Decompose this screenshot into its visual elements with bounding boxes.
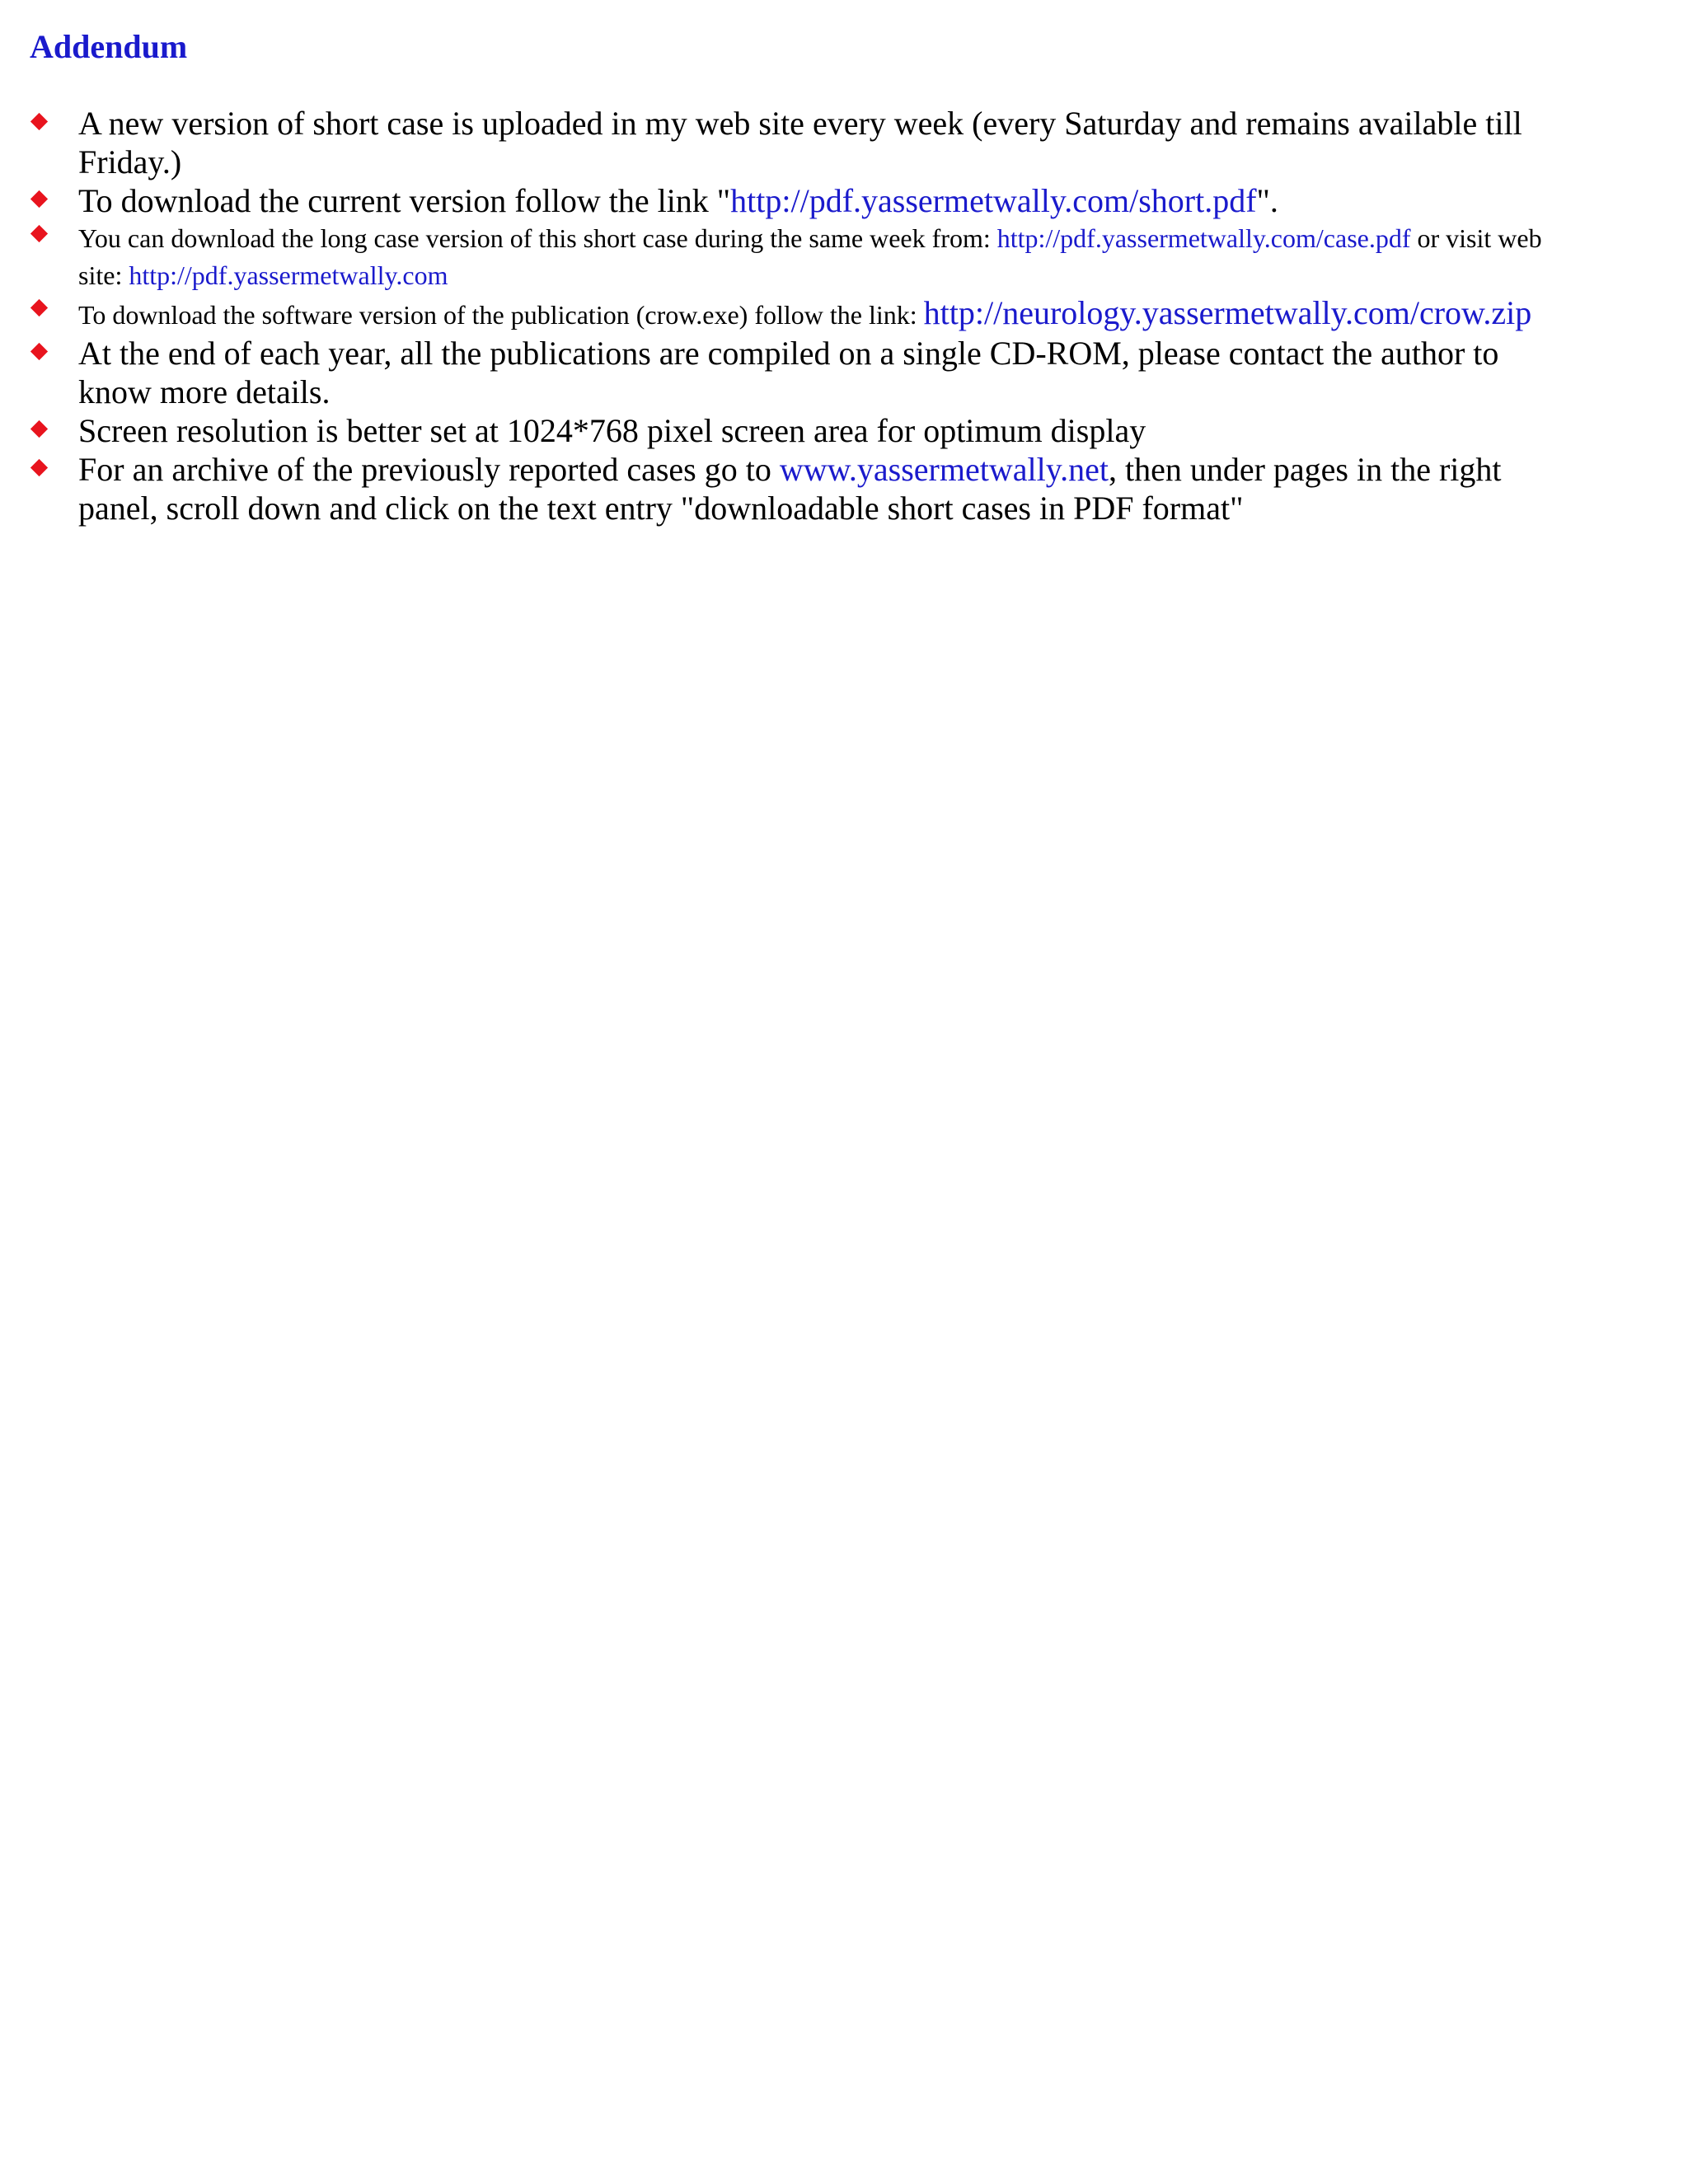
archive-site-link[interactable]: www.yassermetwally.net — [779, 451, 1109, 488]
list-item-weekly-upload — [30, 104, 1579, 181]
case-pdf-link[interactable]: http://pdf.yassermetwally.com/case.pdf — [996, 223, 1411, 253]
list-item-archive — [30, 450, 1579, 527]
red-diamond-bullet-icon — [30, 459, 48, 476]
addendum-heading: Addendum — [30, 28, 188, 65]
website-link[interactable]: http://pdf.yassermetwally.com — [129, 260, 448, 290]
red-diamond-bullet-icon — [30, 190, 48, 208]
red-diamond-bullet-icon — [30, 299, 48, 316]
list-item-long-case — [30, 220, 1579, 294]
item-text-pre: For an archive of the previously reported cases go to — [78, 451, 780, 488]
red-diamond-bullet-icon — [30, 343, 48, 360]
item-text-post: ". — [1256, 182, 1278, 219]
red-diamond-bullet-icon — [30, 113, 48, 130]
item-text-post: , then under pages in the right panel, scroll down and click on the text entry "downloadable short cases in PDF format" — [78, 451, 1502, 527]
red-diamond-bullet-icon — [30, 420, 48, 438]
item-text: Screen resolution is better set at 1024*768 pixel screen area for optimum display — [78, 412, 1146, 449]
item-text: A new version of short case is uploaded in my web site every week (every Saturday and remains available till Friday.) — [78, 105, 1522, 180]
item-text-pre: To download the software version of the publication (crow.exe) follow the link: — [78, 300, 924, 330]
item-text: At the end of each year, all the publications are compiled on a single CD-ROM, please contact the author to know more details. — [78, 335, 1499, 410]
list-item-software-version — [30, 294, 1579, 334]
list-item-screen-resolution — [30, 411, 1579, 450]
list-item-cd-rom — [30, 334, 1579, 411]
list-item-download-current — [30, 181, 1579, 220]
item-text-pre: To download the current version follow the link " — [78, 182, 731, 219]
item-text-pre: You can download the long case version of this short case during the same week from: — [78, 223, 997, 253]
addendum-list — [30, 104, 1579, 527]
red-diamond-bullet-icon — [30, 225, 48, 242]
short-pdf-link[interactable]: http://pdf.yassermetwally.com/short.pdf — [730, 182, 1257, 219]
item-text-mid: or visit web site: — [78, 223, 1542, 290]
crow-zip-link[interactable]: http://neurology.yassermetwally.com/crow.zip — [923, 294, 1532, 331]
